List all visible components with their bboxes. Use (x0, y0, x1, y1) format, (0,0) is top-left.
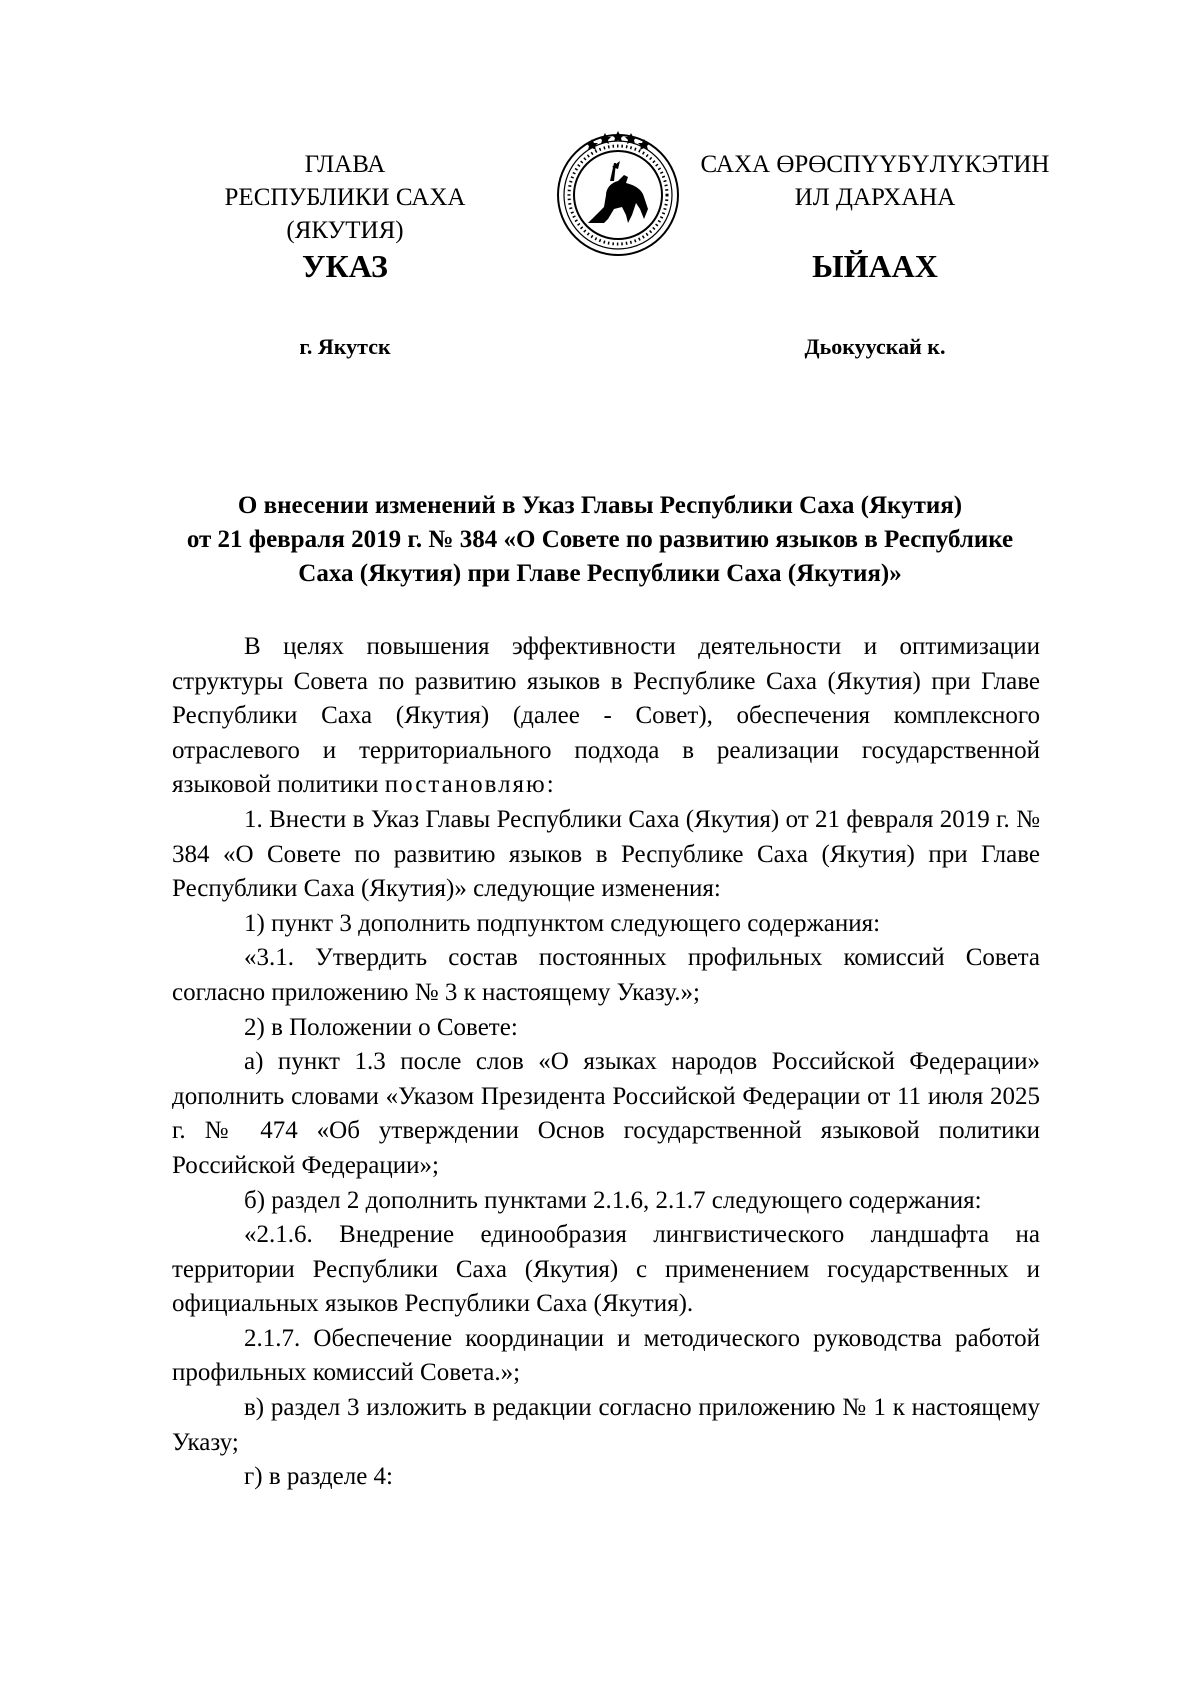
issuer-line-2: РЕСПУБЛИКИ САХА (ЯКУТИЯ) (224, 184, 466, 244)
doc-type-russian: УКАЗ (302, 248, 388, 284)
title-line-1: О внесении изменений в Указ Главы Республики Саха (Якутия) (237, 492, 963, 519)
paragraph-subitem-g: г) в разделе 4: (244, 1463, 393, 1491)
issuer-block-yakut (690, 148, 1060, 214)
paragraph-item-1: 1. Внести в Указ Главы Республики Саха (Якутия) от 21 февраля 2019 г. № 384 «О Совете по развитию языков в Республике Саха (Якутия) при Главе Республики Саха (Якутия)» следующие изменения: (172, 805, 1040, 903)
paragraph-subitem-v: в) раздел 3 изложить в редакции согласно приложению № 1 к настоящему Указу; (172, 1394, 1040, 1456)
document-body (172, 630, 1040, 1495)
city-russian: г. Якутск (299, 334, 391, 359)
paragraph-subitem-a: а) пункт 1.3 после слов «О языках народов Российской Федерации» дополнить словами «Указом Президента Российской Федерации от 11 июля 2025 г. № 474 «Об утверждении Основ государственной языковой политики Российской Федерации»; (172, 1048, 1040, 1179)
paragraph-subitem-2: 2) в Положении о Совете: (244, 1013, 518, 1041)
issuer-block-russian (165, 148, 525, 247)
paragraph-subitem-b: б) раздел 2 дополнить пунктами 2.1.6, 2.1.7 следующего содержания: (244, 1186, 982, 1214)
issuer-line-2-yakut: ИЛ ДАРХАНА (794, 184, 956, 211)
city-yakut: Дьокуускай к. (804, 334, 946, 359)
paragraph-quote-2-1-6: «2.1.6. Внедрение единообразия лингвистического ландшафта на территории Республики Саха (Якутия) с применением государственных и официальных языков Республики Саха (Якутия). (172, 1221, 1040, 1318)
preamble-paragraph (172, 630, 1040, 803)
document-title (160, 489, 1040, 591)
title-line-2: от 21 февраля 2019 г. № 384 «О Совете по развитию языков в Республике (186, 526, 1014, 553)
title-line-3: Саха (Якутия) при Главе Республики Саха (Якутия)» (298, 560, 902, 587)
issuer-line-1: ГЛАВА (304, 151, 386, 178)
paragraph-quote-2-1-7: 2.1.7. Обеспечение координации и методического руководства работой профильных комиссий Совета.»; (172, 1324, 1040, 1387)
preamble-text: В целях повышения эффективности деятельности и оптимизации структуры Совета по развитию языков в Республике Саха (Якутия) при Главе Республики Саха (Якутия) (далее - Совет), обеспечения комплексного отраслевого и территориального подхода в реализации государственной языковой политики (172, 633, 1040, 799)
paragraph-subitem-1: 1) пункт 3 дополнить подпунктом следующего содержания: (244, 909, 881, 937)
issuer-line-1-yakut: САХА ӨРӨСПҮҮБҮЛҮКЭТИН (700, 151, 1050, 178)
coat-of-arms-icon (548, 123, 688, 263)
paragraph-quote-3-1: «3.1. Утвердить состав постоянных профильных комиссий Совета согласно приложению № 3 к настоящему Указу.»; (172, 944, 1040, 1006)
doc-type-yakut: ЫЙААХ (812, 248, 938, 284)
resolution-word: постановляю: (384, 771, 556, 799)
